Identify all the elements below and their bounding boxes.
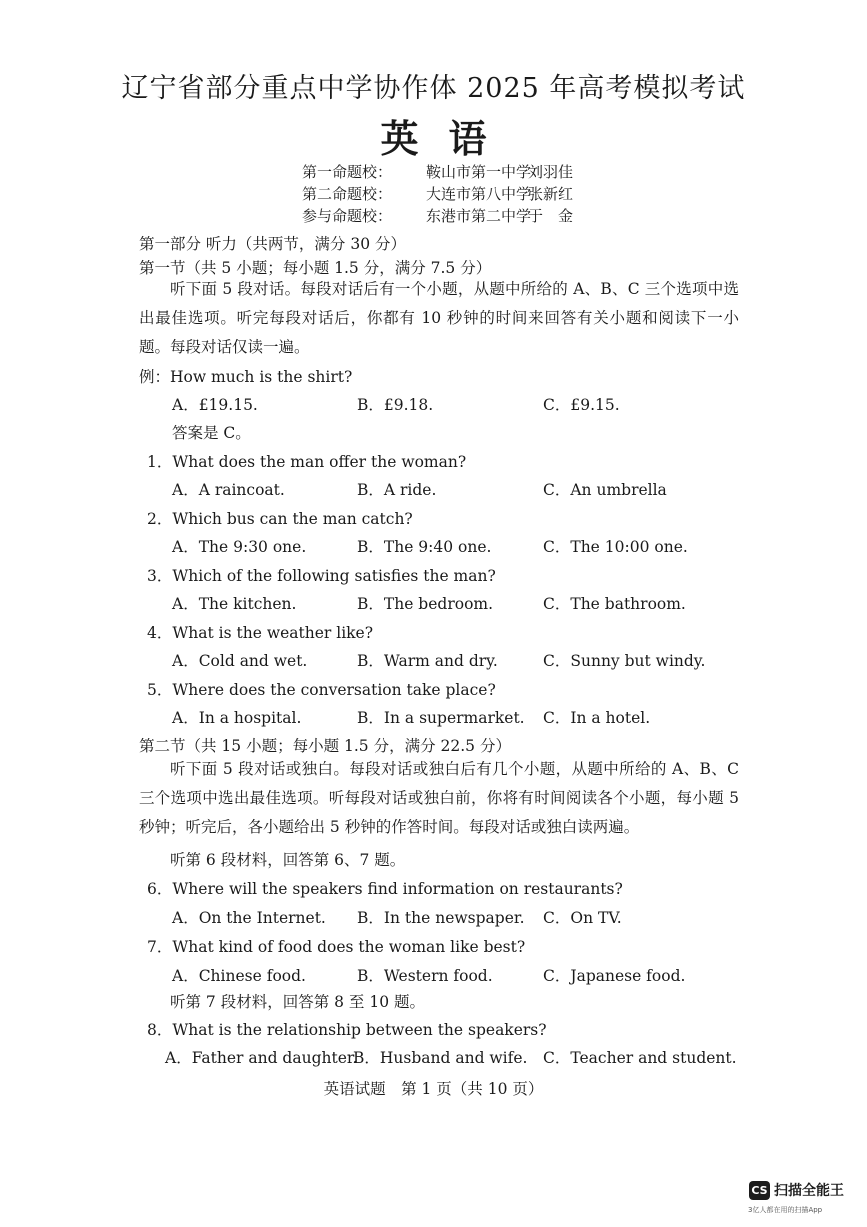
question-text: Which bus can the man catch? — [172, 510, 413, 528]
example-answer: 答案是 C。 — [172, 424, 251, 442]
example-question — [139, 365, 352, 387]
question-7 — [147, 935, 525, 957]
school-name: 东港市第二中学 — [426, 207, 532, 225]
subject-title: 英语 — [380, 116, 517, 161]
option-c: C．£9.15. — [543, 396, 620, 414]
school-person: 张新红 — [528, 185, 574, 203]
question-text: What is the weather like? — [172, 624, 374, 642]
option-c: C．In a hotel. — [543, 709, 651, 727]
option-b: B．£9.18. — [357, 396, 434, 414]
question-text: Where will the speakers find information on restaurants? — [172, 880, 623, 898]
question-4 — [147, 621, 373, 643]
page-footer: 英语试题 第 1 页（共 10 页） — [323, 1080, 544, 1098]
question-text: Where does the conversation take place? — [172, 681, 496, 699]
option-b: B．A ride. — [357, 481, 437, 499]
option-c: C．An umbrella — [543, 481, 667, 499]
question-number: 8． — [147, 1021, 173, 1039]
option-c: C．The 10:00 one. — [543, 538, 688, 556]
question-text: How much is the shirt? — [170, 368, 353, 386]
camscanner-logo-icon: CS — [749, 1181, 770, 1200]
option-b: B．Warm and dry. — [357, 652, 498, 670]
school-label: 第二命题校： — [302, 185, 393, 203]
question-6 — [147, 877, 623, 899]
school-name: 大连市第八中学 — [426, 185, 532, 203]
option-a: A．On the Internet. — [172, 909, 326, 927]
question-number: 2． — [147, 510, 173, 528]
material-6-instruction: 听第 6 段材料，回答第 6、7 题。 — [170, 851, 406, 869]
part1-heading: 第一部分 听力（共两节，满分 30 分） — [139, 235, 407, 253]
school-person: 刘羽佳 — [528, 163, 574, 181]
option-a: A．£19.15. — [172, 396, 258, 414]
section2-heading: 第二节（共 15 小题；每小题 1.5 分，满分 22.5 分） — [139, 737, 511, 755]
option-b: B．The 9:40 one. — [357, 538, 492, 556]
question-8 — [147, 1018, 547, 1040]
school-person: 于 金 — [528, 207, 574, 225]
option-a: A．The 9:30 one. — [172, 538, 307, 556]
option-b: B．In the newspaper. — [357, 909, 525, 927]
question-number: 6． — [147, 880, 173, 898]
question-text: What kind of food does the woman like best? — [172, 938, 526, 956]
question-number: 4． — [147, 624, 173, 642]
example-prefix: 例： — [139, 368, 171, 386]
section1-instructions: 听下面 5 段对话。每段对话后有一个小题，从题中所给的 A、B、C 三个选项中选出最佳选项。听完每段对话后，你都有 10 秒钟的时间来回答有关小题和阅读下一小题。每段对话仅读一遍。 — [139, 280, 739, 356]
option-c: C．Sunny but windy. — [543, 652, 706, 670]
option-b: B．Husband and wife. — [353, 1049, 528, 1067]
option-b: B．In a supermarket. — [357, 709, 525, 727]
section2-instructions: 听下面 5 段对话或独白。每段对话或独白后有几个小题，从题中所给的 A、B、C 三个选项中选出最佳选项。听每段对话或独白前，你将有时间阅读各个小题，每小题 5 秒钟；听完后，各小题给出 5 秒钟的作答时间。每段对话或独白读两遍。 — [139, 760, 739, 836]
camscanner-tagline: 3亿人都在用的扫描App — [748, 1206, 823, 1214]
exam-title: 辽宁省部分重点中学协作体 2025 年高考模拟考试 — [121, 73, 746, 104]
question-1 — [147, 450, 466, 472]
option-b: B．The bedroom. — [357, 595, 494, 613]
option-c: C．Japanese food. — [543, 967, 686, 985]
option-a: A．Father and daughter. — [165, 1049, 358, 1067]
option-c: C．The bathroom. — [543, 595, 686, 613]
option-a: A．The kitchen. — [172, 595, 297, 613]
question-5 — [147, 678, 496, 700]
material-7-instruction: 听第 7 段材料，回答第 8 至 10 题。 — [170, 993, 426, 1011]
question-number: 1． — [147, 453, 173, 471]
section1-heading: 第一节（共 5 小题；每小题 1.5 分，满分 7.5 分） — [139, 259, 492, 277]
option-a: A．Chinese food. — [172, 967, 306, 985]
option-a: A．A raincoat. — [172, 481, 285, 499]
question-number: 7． — [147, 938, 173, 956]
school-label: 参与命题校： — [302, 207, 393, 225]
question-text: Which of the following satisfies the man? — [172, 567, 496, 585]
question-3 — [147, 564, 496, 586]
school-name: 鞍山市第一中学 — [426, 163, 532, 181]
question-2 — [147, 507, 413, 529]
option-c: C．On TV. — [543, 909, 622, 927]
option-a: A．In a hospital. — [172, 709, 302, 727]
camscanner-name: 扫描全能王 — [774, 1183, 844, 1199]
option-a: A．Cold and wet. — [172, 652, 308, 670]
option-c: C．Teacher and student. — [543, 1049, 737, 1067]
question-text: What is the relationship between the speakers? — [172, 1021, 547, 1039]
question-number: 5． — [147, 681, 173, 699]
option-b: B．Western food. — [357, 967, 493, 985]
school-label: 第一命题校： — [302, 163, 393, 181]
question-number: 3． — [147, 567, 173, 585]
question-text: What does the man offer the woman? — [172, 453, 467, 471]
